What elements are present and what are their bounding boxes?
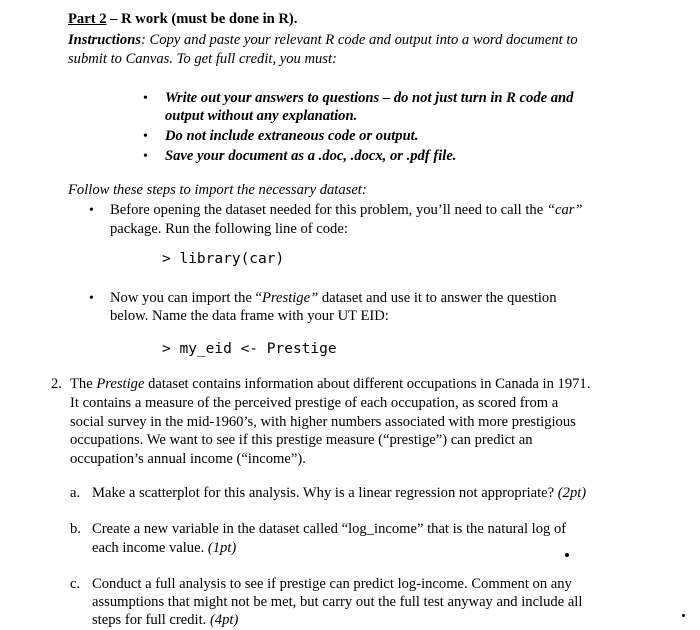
part-b-line-2: each income value. (1pt) — [92, 540, 237, 556]
question-line-3: social survey in the mid-1960’s, with higher numbers associated with more prestigious — [70, 414, 576, 430]
part-c-letter: c. — [70, 576, 81, 592]
bullet-icon: • — [89, 291, 94, 306]
step-2-line-2: below. Name the data frame with your UT EID: — [110, 308, 389, 324]
import-intro: Follow these steps to import the necessary dataset: — [68, 182, 367, 198]
bullet-icon: • — [143, 91, 148, 106]
part-title-rest: – R work (must be done in R). — [106, 11, 298, 27]
part-a-letter: a. — [70, 485, 81, 501]
step-1-line-2: package. Run the following line of code: — [110, 221, 348, 237]
code-library-car: > library(car) — [162, 251, 285, 267]
part-b-line-1: Create a new variable in the dataset called “log_income” that is the natural log of — [92, 521, 567, 537]
part-c-line-3: steps for full credit. (4pt) — [92, 612, 239, 628]
instructions-label: Instructions — [68, 32, 142, 48]
part-title — [68, 10, 297, 29]
question-number: 2. — [51, 376, 62, 392]
instructions-line-1: Instructions: Copy and paste your relevant R code and output into a word document to — [68, 32, 578, 48]
part-a-points: (2pt) — [557, 485, 587, 501]
requirement-2: Do not include extraneous code or output. — [165, 128, 419, 144]
question-line-1: The Prestige dataset contains information about different occupations in Canada in 1971. — [70, 376, 591, 392]
part-b-letter: b. — [70, 521, 81, 537]
step-1-line-1: Before opening the dataset needed for this problem, you’ll need to call the “car” — [110, 202, 583, 218]
requirement-3: Save your document as a .doc, .docx, or .pdf file. — [165, 148, 457, 164]
part-c-line-1: Conduct a full analysis to see if prestige can predict log-income. Comment on any — [92, 576, 572, 592]
bullet-icon: • — [143, 129, 148, 144]
bullet-icon: • — [143, 149, 148, 164]
part-label: Part 2 — [68, 11, 107, 27]
requirement-1-line-2: output without any explanation. — [165, 108, 358, 124]
question-line-5: occupation’s annual income (“income”). — [70, 451, 306, 467]
part-c-line-2: assumptions that might not be met, but carry out the full test anyway and include all — [92, 594, 583, 610]
question-line-4: occupations. We want to see if this prestige measure (“prestige”) can predict an — [70, 432, 533, 448]
stray-dot-icon — [682, 614, 685, 617]
code-my-eid: > my_eid <- Prestige — [162, 341, 337, 357]
instructions-line-2: submit to Canvas. To get full credit, you must: — [68, 51, 337, 67]
stray-dot-icon — [565, 553, 569, 557]
question-line-2: It contains a measure of the perceived prestige of each occupation, as scored from a — [70, 395, 559, 411]
part-b-points: (1pt) — [207, 540, 237, 556]
step-2-line-1: Now you can import the “Prestige” dataset and use it to answer the question — [110, 290, 557, 306]
part-a-text: Make a scatterplot for this analysis. Why is a linear regression not appropriate? (2pt) — [92, 485, 587, 501]
requirement-1-line-1: Write out your answers to questions – do not just turn in R code and — [165, 90, 574, 106]
bullet-icon: • — [89, 203, 94, 218]
part-c-points: (4pt) — [209, 612, 239, 628]
